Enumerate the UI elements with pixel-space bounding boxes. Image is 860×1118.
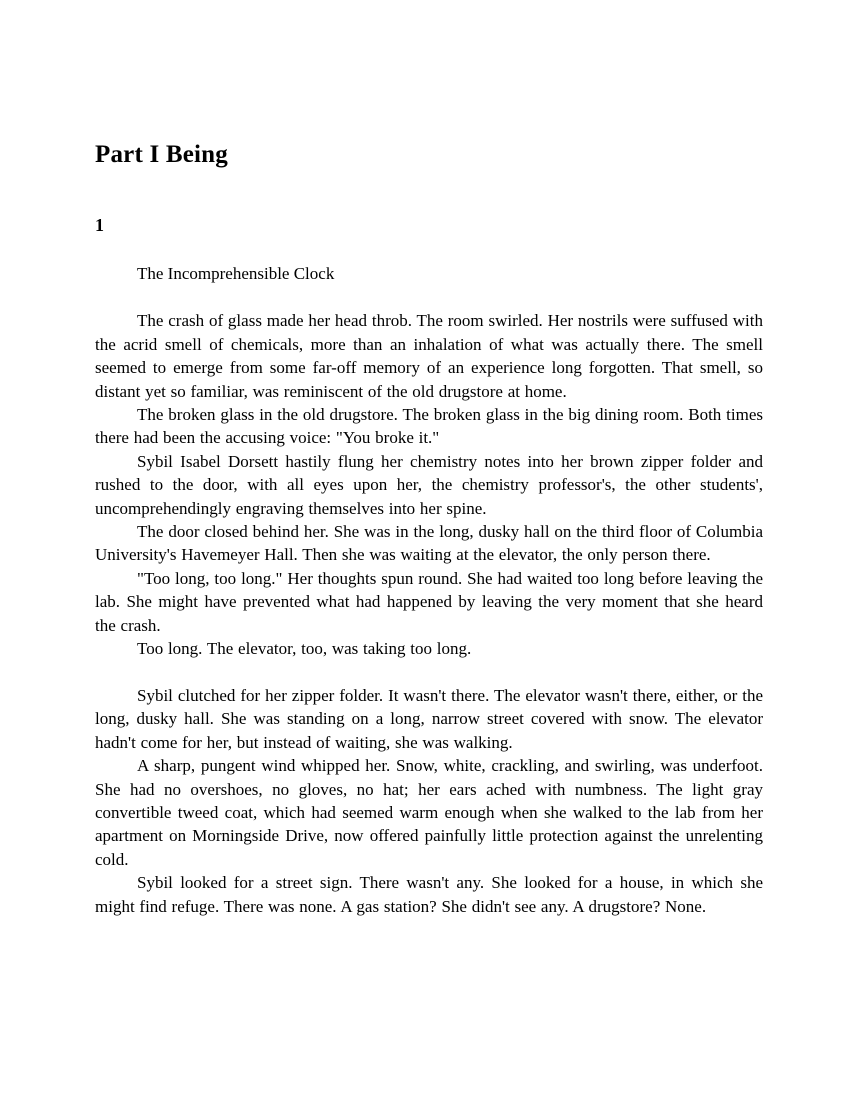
paragraph: The broken glass in the old drugstore. The broken glass in the big dining room. Both times there had been the accusing voice: "You broke it." [95,405,763,448]
chapter-number: 1 [95,215,104,235]
paragraph: Sybil clutched for her zipper folder. It wasn't there. The elevator wasn't there, either, or the long, dusky hall. She was standing on a long, narrow street covered with snow. The elevator hadn't come for her, but instead of waiting, she was walking. [95,685,763,752]
part-title: Part I Being [95,141,228,168]
paragraph: Sybil Isabel Dorsett hastily flung her chemistry notes into her brown zipper folder and rushed to the door, with all eyes upon her, the chemistry professor's, the other students', uncomprehendingly engraving themselves into her spine. [95,451,763,518]
paragraph: A sharp, pungent wind whipped her. Snow, white, crackling, and swirling, was underfoot. She had no overshoes, no gloves, no hat; her ears ached with numbness. The light gray convertible tweed coat, which had seemed warm enough when she walked to the lab from her apartment on Morningside Drive, now offered painfully little protection against the unrelenting cold. [95,756,763,869]
chapter-title: The Incomprehensible Clock [137,264,335,283]
paragraph: The crash of glass made her head throb. The room swirled. Her nostrils were suffused with the acrid smell of chemicals, more than an inhalation of what was actually there. The smell seemed to emerge from some far-off memory of an experience long forgotten. That smell, so distant yet so familiar, was reminiscent of the old drugstore at home. [95,311,763,401]
paragraph: "Too long, too long." Her thoughts spun round. She had waited too long before leaving the lab. She might have prevented what had happened by leaving the very moment that she heard the crash. [95,568,763,635]
paragraph: The door closed behind her. She was in the long, dusky hall on the third floor of Columbia University's Havemeyer Hall. Then she was waiting at the elevator, the only person there. [95,522,763,565]
body-text [95,309,763,918]
paragraph: Sybil looked for a street sign. There wasn't any. She looked for a house, in which she might find refuge. There was none. A gas station? She didn't see any. A drugstore? None. [95,873,763,916]
section-break [95,661,763,684]
paragraph: Too long. The elevator, too, was taking too long. [137,639,472,659]
